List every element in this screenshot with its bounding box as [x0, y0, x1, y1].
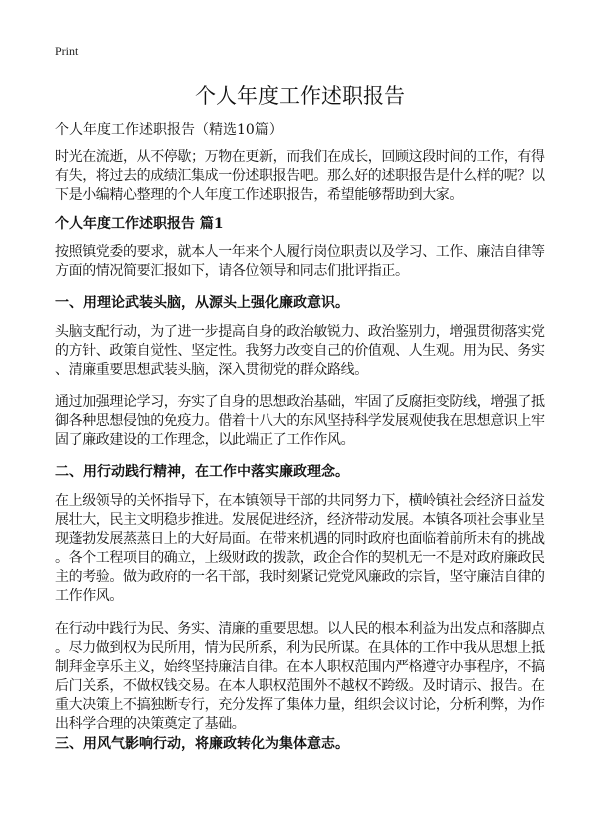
text-line: 按照镇党委的要求，就本人一年来个人履行岗位职责以及学习、工作、廉洁自律等 — [55, 244, 545, 260]
text-line: 展壮大，民主文明稳步推进。发展促进经济，经济带动发展。本镇各项社会事业呈 — [55, 512, 545, 528]
print-link[interactable]: Print — [55, 44, 79, 58]
text-line: 、清廉重要思想武装头脑，深入贯彻党的群众路线。 — [55, 362, 368, 378]
text-line: 下是小编精心整理的个人年度工作述职报告，希望能够帮助到大家。 — [55, 187, 463, 203]
text-line: 的方针、政策自觉性、坚定性。我努力改变自己的价值观、人生观。用为民、务实 — [55, 343, 545, 359]
text-line: 在行动中践行为民、务实、清廉的重要思想。以人民的根本利益为出发点和落脚点 — [55, 621, 545, 637]
section-heading: 个人年度工作述职报告 篇1 — [55, 216, 224, 232]
subheading-2: 二、用行动践行精神，在工作中落实廉政理念。 — [55, 464, 349, 480]
text-line: 固了廉政建设的工作理念，以此端正了工作作风。 — [55, 432, 355, 448]
text-line: 主的考验。做为政府的一名干部，我时刻紧记党党风廉政的宗旨，坚守廉洁自律的 — [55, 569, 545, 585]
text-line: 现蓬勃发展蒸蒸日上的大好局面。在带来机遇的同时政府也面临着前所未有的挑战 — [55, 531, 545, 547]
text-line: 制拜金享乐主义，始终坚持廉洁自律。在本人职权范围内严格遵守办事程序，不搞 — [55, 659, 545, 675]
subheading-3: 三、用风气影响行动，将廉政转化为集体意志。 — [55, 736, 349, 752]
paragraph — [55, 620, 545, 734]
paragraph — [55, 243, 545, 281]
subheading-1: 一、用理论武装头脑，从源头上强化廉政意识。 — [55, 295, 349, 311]
text-line: 有失，将过去的成绩汇集成一份述职报告吧。那么好的述职报告是什么样的呢？以 — [55, 168, 545, 184]
text-line: 御各种思想侵蚀的免疫力。借着十八大的东风坚持科学发展观使我在思想意识上牢 — [55, 413, 545, 429]
paragraph — [55, 393, 545, 450]
text-line: 头脑支配行动，为了进一步提高自身的政治敏锐力、政治鉴别力，增强贯彻落实党 — [55, 324, 545, 340]
text-line: 出科学合理的决策奠定了基础。 — [55, 716, 246, 732]
paragraph — [55, 492, 545, 606]
intro-paragraph — [55, 148, 545, 205]
text-line: 工作作风。 — [55, 588, 123, 604]
text-line: 通过加强理论学习，夯实了自身的思想政治基础，牢固了反腐拒变防线，增强了抵 — [55, 394, 545, 410]
text-line: 后门关系，不做权钱交易。在本人职权范围外不越权不跨级。及时请示、报告。在 — [55, 678, 545, 694]
text-line: 在上级领导的关怀指导下，在本镇领导干部的共同努力下，横岭镇社会经济日益发 — [55, 493, 545, 509]
text-line: 。尽力做到权为民所用，情为民所系，利为民所谋。在具体的工作中我从思想上抵 — [55, 640, 545, 656]
text-line: 方面的情况简要汇报如下，请各位领导和同志们批评指正。 — [55, 263, 409, 279]
text-line: 重大决策上不搞独断专行，充分发挥了集体力量，组织会议讨论，分析利弊，为作 — [55, 697, 545, 713]
text-line: 时光在流逝，从不停歇；万物在更新，而我们在成长，回顾这段时间的工作，有得 — [55, 149, 545, 165]
paragraph — [55, 323, 545, 380]
text-line: 。各个工程项目的确立，上级财政的拨款，政企合作的契机无一不是对政府廉政民 — [55, 550, 545, 566]
subtitle: 个人年度工作述职报告（精选10篇） — [55, 122, 283, 138]
page-title: 个人年度工作述职报告 — [195, 84, 405, 108]
